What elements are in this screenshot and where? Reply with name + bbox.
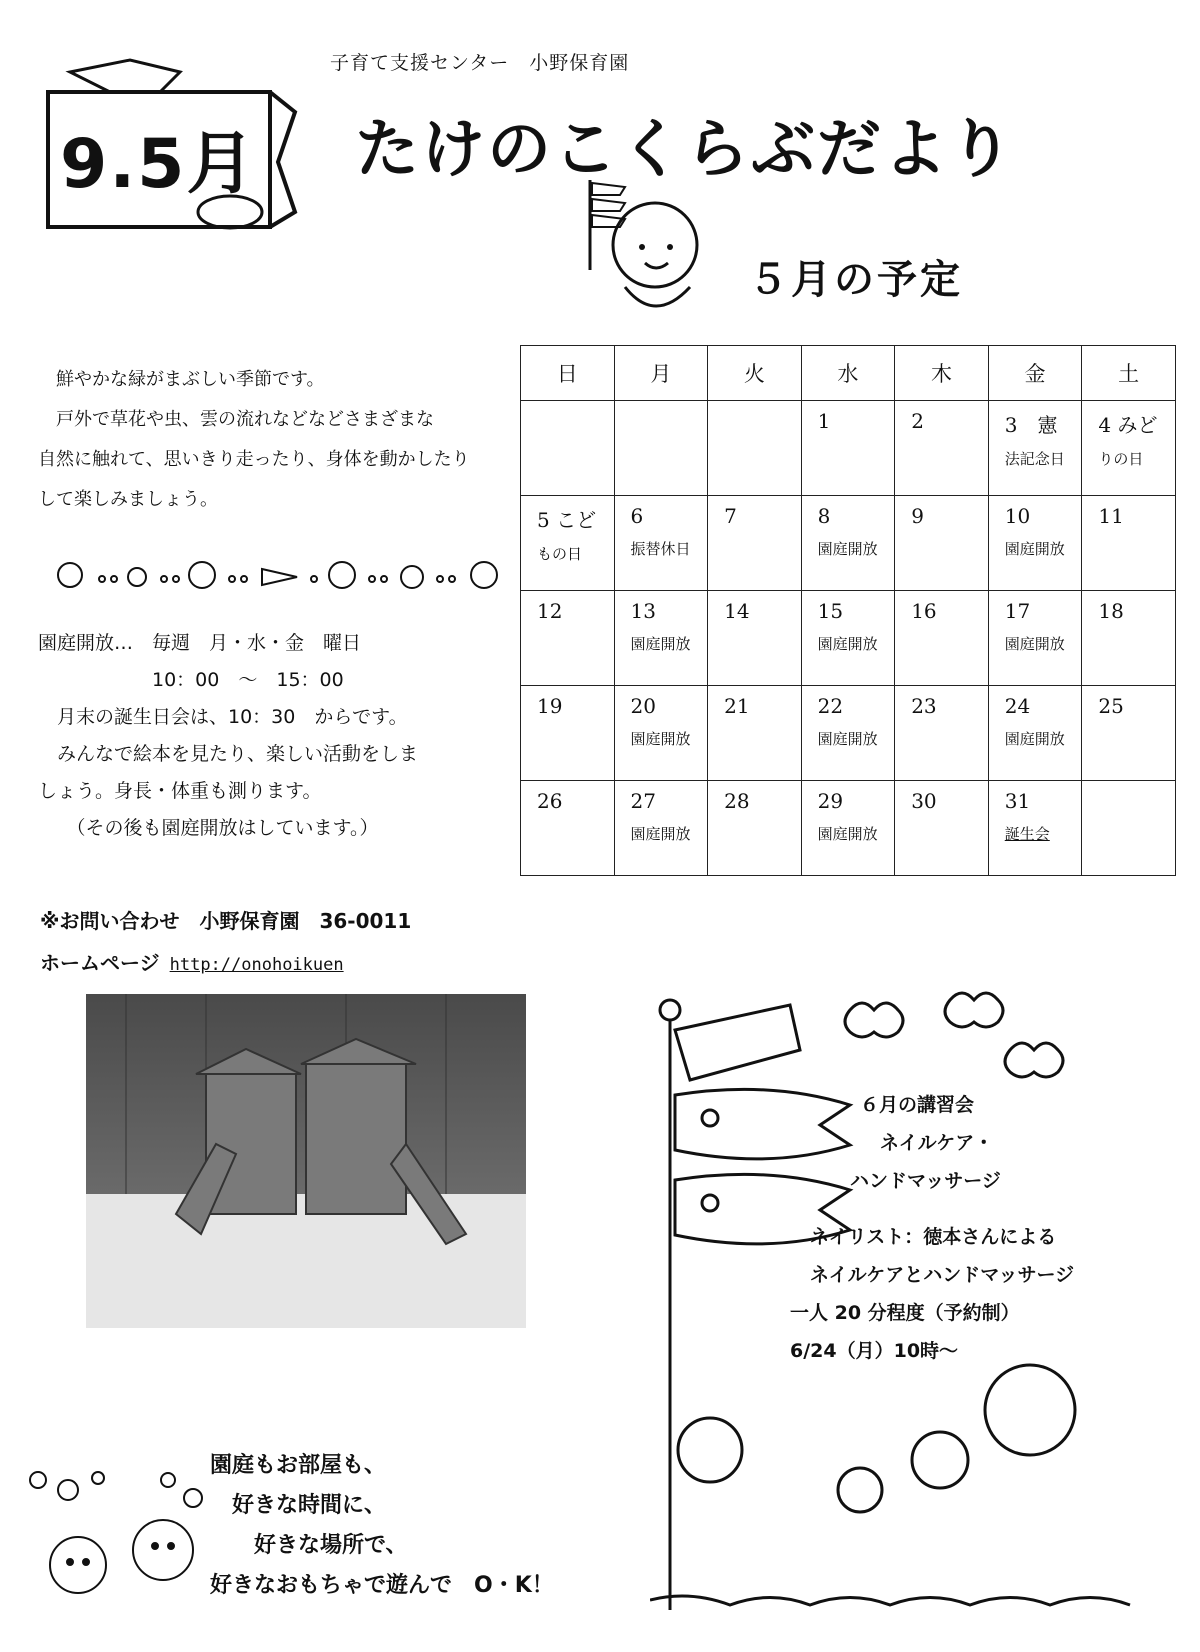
weekday-sat: 土 [1082,346,1176,401]
calendar-day-cell [521,401,615,496]
calendar-day-cell [895,496,989,591]
info-line: 10：00 ～ 15：00 [38,669,344,691]
lecture-line: 一人 20 分程度（予約制） [790,1302,1020,1324]
slogan-line: 好きなおもちゃで遊んで O・K！ [210,1573,554,1598]
newsletter-title: たけのこくらぶだより [355,113,1015,187]
calendar-day-cell [988,496,1082,591]
calendar-day-cell [895,781,989,876]
day-event: 園庭開放 [1004,635,1065,653]
day-number: 4 みど [1098,413,1158,437]
lecture-title: ６月の講習会 [860,1094,975,1116]
contact-info [40,900,411,986]
info-line: しょう。身長・体重も測ります。 [38,780,322,802]
lecture-line: ネイルケアとハンドマッサージ [810,1264,1075,1286]
intro-line: して楽しみましょう。 [38,489,218,510]
calendar-week-row [521,591,1176,686]
animal-decor-row-icon [52,555,512,595]
weekday-fri: 金 [988,346,1082,401]
slogan-line: 園庭もお部屋も、 [210,1453,387,1478]
day-number: 8 [817,504,831,528]
calendar-day-cell [614,401,708,496]
day-event: 園庭開放 [1004,730,1065,748]
intro-line: 鮮やかな緑がまぶしい季節です。 [38,369,325,390]
calendar-day-cell [988,686,1082,781]
calendar-day-cell [895,591,989,686]
lecture-line: ネイリスト：徳本さんによる [810,1226,1057,1248]
weekday-tue: 火 [708,346,802,401]
homepage-label: ホームページ [40,951,160,975]
weekday-thu: 木 [895,346,989,401]
day-number: 9 [911,504,924,528]
calendar-week-row [521,496,1176,591]
day-number: 7 [724,504,737,528]
day-event: 園庭開放 [817,635,878,653]
calendar-day-cell [614,686,708,781]
day-number: 26 [537,789,563,813]
calendar-day-cell [895,401,989,496]
center-name: 子育て支援センター 小野保育園 [330,52,630,74]
homepage-link[interactable]: http://onohoikuen [169,955,344,975]
month-label: 9.5月 [60,125,257,204]
calendar-week-row [521,781,1176,876]
calendar-day-cell [801,781,895,876]
slogan [210,1446,554,1606]
weekday-sun: 日 [521,346,615,401]
calendar-day-cell [801,686,895,781]
calendar-day-cell [988,591,1082,686]
calendar-day-cell [1082,686,1176,781]
info-line: 園庭開放… 毎週 月・水・金 曜日 [38,632,362,654]
calendar-day-cell [521,781,615,876]
day-number: 6 [630,504,644,528]
calendar-day-cell [521,496,615,591]
calendar-day-cell [521,686,615,781]
calendar-day-cell [988,401,1082,496]
day-number: 12 [537,599,563,623]
playground-photo [86,994,526,1328]
day-number: 25 [1098,694,1124,718]
day-event: 園庭開放 [817,730,878,748]
contact-line: ※お問い合わせ 小野保育園 36-0011 [40,909,412,933]
calendar-day-cell [801,401,895,496]
calendar-day-cell [801,496,895,591]
day-number: 14 [724,599,750,623]
day-number: 1 [817,409,831,433]
calendar-day-cell [1082,781,1176,876]
day-number: 10 [1004,504,1031,528]
info-line: （その後も園庭開放はしています。） [38,817,379,839]
calendar-day-cell [614,781,708,876]
day-event: もの日 [537,545,583,563]
day-event: 振替休日 [630,540,691,558]
calendar-day-cell [521,591,615,686]
may-calendar [520,345,1176,876]
calendar-day-cell [1082,401,1176,496]
intro-text [38,360,508,520]
day-number: 18 [1098,599,1124,623]
day-number: 30 [911,789,937,813]
day-number: 22 [817,694,844,718]
day-event: 園庭開放 [630,825,691,843]
calendar-day-cell [708,401,802,496]
intro-line: 自然に触れて、思いきり走ったり、身体を動かしたり [38,449,470,470]
intro-line: 戸外で草花や虫、雲の流れなどなどさまざまな [38,409,434,430]
slogan-line: 好きな時間に、 [210,1493,387,1518]
day-number: 3 憲 [1004,413,1058,437]
homepage-line [40,942,411,986]
day-number: 28 [724,789,750,813]
calendar-day-cell [708,591,802,686]
calendar-day-cell [708,686,802,781]
day-number: 16 [911,599,937,623]
calendar-day-cell [614,496,708,591]
calendar-day-cell [1082,591,1176,686]
day-number: 23 [911,694,937,718]
day-event: 園庭開放 [817,540,878,558]
weekday-mon: 月 [614,346,708,401]
calendar-day-cell [614,591,708,686]
day-number: 2 [911,409,924,433]
lecture-line: 6/24（月）10時～ [790,1340,959,1362]
day-number: 20 [630,694,656,718]
day-event: 園庭開放 [630,635,691,653]
day-number: 31 [1004,789,1031,813]
bubble-kids-icon [18,1470,218,1620]
day-number: 15 [817,599,844,623]
calendar-day-cell [801,591,895,686]
calendar-day-cell [708,781,802,876]
info-line: みんなで絵本を見たり、楽しい活動をしま [38,743,419,765]
day-number: 13 [630,599,656,623]
day-number: 11 [1098,504,1124,528]
lecture-topic: ハンドマッサージ [850,1170,1001,1192]
day-number: 17 [1004,599,1031,623]
baby-koinobori-icon [580,175,730,335]
day-number: 19 [537,694,563,718]
slogan-line: 好きな場所で、 [210,1533,408,1558]
day-event: 園庭開放 [817,825,878,843]
day-number: 27 [630,789,656,813]
weekday-wed: 水 [801,346,895,401]
schedule-title: ５月の予定 [748,257,963,303]
calendar-day-cell [1082,496,1176,591]
day-number: 21 [724,694,750,718]
calendar-week-row [521,401,1176,496]
info-line: 月末の誕生日会は、10：30 からです。 [38,706,408,728]
day-event: 法記念日 [1004,450,1065,468]
calendar-day-cell [988,781,1082,876]
day-number: 24 [1004,694,1031,718]
calendar-week-row [521,686,1176,781]
day-event: 園庭開放 [1004,540,1065,558]
day-number: 5 こど [537,508,597,532]
lecture-topic: ネイルケア・ [880,1132,994,1154]
day-event: 園庭開放 [630,730,691,748]
day-number: 29 [817,789,844,813]
day-event: 誕生会 [1004,825,1050,843]
open-garden-info [38,625,518,847]
day-event: りの日 [1098,450,1144,468]
lecture-info [790,1086,1075,1370]
calendar-day-cell [895,686,989,781]
calendar-header-row [521,346,1176,401]
calendar-day-cell [708,496,802,591]
